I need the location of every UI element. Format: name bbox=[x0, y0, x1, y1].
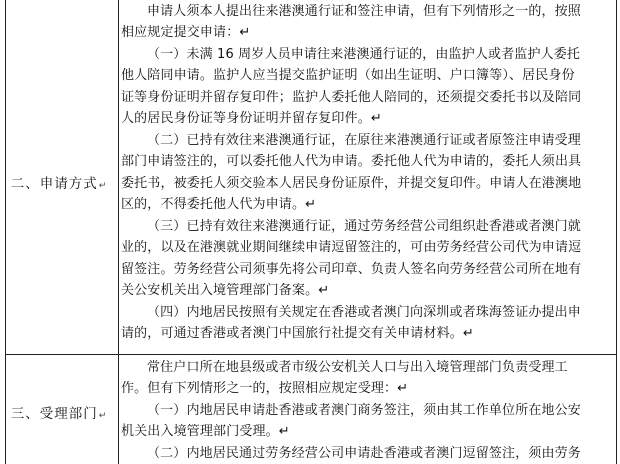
paragraph-line: （四）内地居民按照有关规定在香港或者澳门向深圳或者珠海签证办提出申 bbox=[147, 305, 581, 320]
paragraph-line: 证等身份证明并留存复印件；监护人委托他人陪同的，还须提交委托书以及陪同 bbox=[121, 90, 582, 105]
return-mark: ↵ bbox=[98, 181, 108, 191]
paragraph-line: 常住户口所在地县级或者市级公安机关人口与出入境管理部门负责受理工 bbox=[147, 360, 568, 375]
paragraph-line: 申请人须本人提出往来港澳通行证和签注申请，但有下列情形之一的，按照 bbox=[147, 4, 581, 19]
row-label-text: 二、申请方式 bbox=[10, 176, 98, 192]
paragraph-line: 作。但有下列情形之一的，按照相应规定受理：↵ bbox=[121, 381, 409, 396]
paragraph-line: 部门申请签注的，可以委托他人代为申请。委托他人代为申请的，委托人须出具 bbox=[121, 154, 582, 169]
row-label-application-method bbox=[0, 172, 118, 192]
table-column-divider bbox=[118, 0, 119, 464]
table-border-left bbox=[5, 0, 6, 464]
paragraph-line: 关公安机关出入境管理部门备案。↵ bbox=[121, 283, 330, 298]
paragraph-line: 业的，以及在港澳就业期间继续申请逗留签注的，可由劳务经营公司代为申请逗 bbox=[121, 240, 582, 255]
paragraph-line: 机关出入境管理部门受理。↵ bbox=[121, 424, 290, 439]
paragraph-line: （三）已持有效往来港澳通行证，通过劳务经营公司组织赴香港或者澳门就 bbox=[147, 219, 581, 234]
paragraph-line: 人的居民身份证等身份证明并留存复印件。↵ bbox=[121, 111, 382, 126]
table-row-divider bbox=[5, 354, 617, 355]
paragraph-line: （一）未满 16 周岁人员申请往来港澳通行证的，由监护人或者监护人委托 bbox=[147, 47, 581, 62]
row-label-text: 三、受理部门 bbox=[10, 406, 98, 422]
paragraph-line: 请的，可通过香港或者澳门中国旅行社提交有关申请材料。↵ bbox=[121, 326, 474, 341]
paragraph-line: 相应规定提交申请：↵ bbox=[121, 25, 251, 40]
paragraph-line: （二）已持有效往来港澳通行证，在原往来港澳通行证或者原签注申请受理 bbox=[147, 133, 581, 148]
paragraph-line: 他人陪同申请。监护人应当提交监护证明（如出生证明、户口簿等）、居民身份 bbox=[121, 68, 575, 83]
row-label-accepting-department bbox=[0, 402, 118, 422]
paragraph-line: 委托书，被委托人须交验本人居民身份证原件，并提交复印件。申请人在港澳地 bbox=[121, 176, 582, 191]
row-content-accepting-department bbox=[121, 357, 613, 464]
paragraph-line: （二）内地居民通过劳务经营公司申请赴香港或者澳门逗留签注，须由劳务 bbox=[147, 446, 581, 461]
paragraph-line: 留签注。劳务经营公司须事先将公司印章、负责人签名向劳务经营公司所在地有 bbox=[121, 262, 582, 277]
row-content-application-method bbox=[121, 1, 613, 353]
return-mark: ↵ bbox=[98, 411, 108, 421]
paragraph-line: 区的，不得委托他人代为申请。↵ bbox=[121, 197, 317, 212]
paragraph-line: （一）内地居民申请赴香港或者澳门商务签注，须由其工作单位所在地公安 bbox=[147, 403, 581, 418]
table-border-right bbox=[616, 0, 617, 464]
